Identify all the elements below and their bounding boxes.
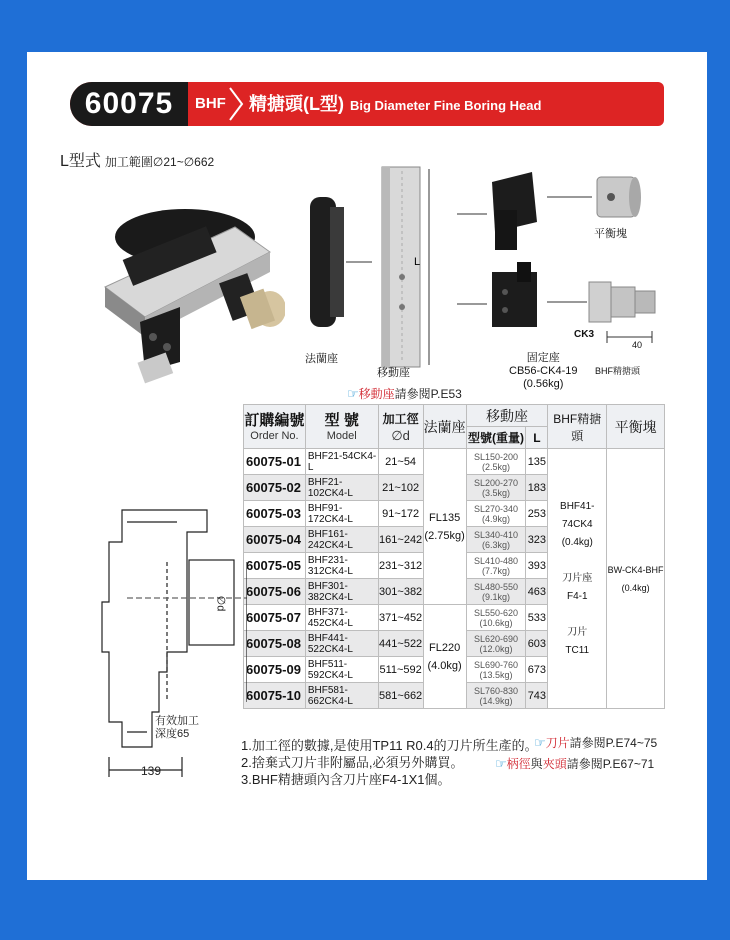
ck3-label: CK3: [574, 329, 595, 340]
note-3: 3.BHF精搪頭內含刀片座F4-1X1個。: [241, 772, 451, 787]
moving-seat-weight: (4.9kg): [481, 513, 510, 524]
fixed-seat-code: CB56-CK4-19: [509, 365, 578, 377]
order-cell: 60075-03: [244, 501, 306, 527]
head-head-w: (0.4kg): [561, 536, 593, 548]
ref-shank-mid: 與: [530, 757, 543, 771]
ref-shank[interactable]: [495, 755, 654, 772]
head-insert-holder: F4-1: [566, 590, 588, 602]
th-moving: 移動座: [466, 405, 548, 427]
model-cell: BHF161-242CK4-L: [305, 527, 378, 553]
th-model: 型 號 Model: [305, 405, 378, 449]
moving-seat-cell: [466, 631, 526, 657]
length-cell: 743: [526, 683, 548, 709]
th-moving-L: L: [526, 427, 548, 449]
balance-block-label: 平衡塊: [594, 228, 627, 240]
head-insert: TC11: [565, 644, 590, 656]
moving-seat-model: SL620-690: [473, 633, 519, 644]
moving-seat-model: SL340-410: [473, 529, 519, 540]
spec-table: [243, 404, 665, 709]
moving-seat-weight: (2.5kg): [481, 461, 510, 472]
length-cell: 533: [526, 605, 548, 631]
moving-seat-weight: (6.3kg): [481, 539, 510, 550]
model-cell: BHF511-592CK4-L: [305, 657, 378, 683]
ref-insert[interactable]: [534, 734, 657, 751]
subtitle: [60, 148, 214, 171]
spacer: [548, 552, 606, 570]
order-cell: 60075-07: [244, 605, 306, 631]
ref-moving-link[interactable]: 移動座: [358, 387, 395, 401]
moving-seat-cell: [466, 501, 526, 527]
moving-seat-cell: [466, 579, 526, 605]
catalog-number: 60075: [70, 82, 188, 126]
moving-seat-weight: (3.5kg): [481, 487, 510, 498]
moving-seat-model: SL410-480: [473, 555, 519, 566]
diameter-cell: 231~312: [378, 553, 423, 579]
moving-seat-cell: [466, 657, 526, 683]
diameter-cell: 371~452: [378, 605, 423, 631]
order-cell: 60075-09: [244, 657, 306, 683]
depth-label-top: 有效加工: [155, 715, 199, 727]
order-cell: 60075-08: [244, 631, 306, 657]
moving-seat-weight: (7.7kg): [481, 565, 510, 576]
balance-block-cell: [607, 449, 665, 709]
flange-weight: (4.0kg): [427, 659, 462, 672]
model-cell: BHF21-102CK4-L: [305, 475, 378, 501]
th-balance: 平衡塊: [607, 405, 665, 449]
dim-d-label: ∅d: [214, 595, 227, 612]
moving-seat-weight: (12.0kg): [479, 643, 513, 654]
moving-seat-label: 移動座: [377, 367, 410, 379]
pointing-hand-icon: ☞: [534, 735, 546, 750]
note-1: 1.加工徑的數據,是使用TP11 R0.4的刀片所生產的。: [241, 738, 538, 753]
subtitle-range: 加工範圍∅21~∅662: [104, 155, 215, 169]
fixed-seat-illustration: [457, 162, 547, 347]
diameter-cell: 161~242: [378, 527, 423, 553]
depth-label: [155, 715, 199, 741]
dimension-drawing: [97, 502, 247, 792]
model-cell: BHF371-452CK4-L: [305, 605, 378, 631]
moving-seat-cell: [466, 475, 526, 501]
page-title: [249, 82, 541, 126]
length-cell: 393: [526, 553, 548, 579]
length-cell: 135: [526, 449, 548, 475]
flange-cell: [423, 449, 466, 605]
fixed-seat-label: [509, 352, 577, 391]
moving-seat-model: SL550-620: [473, 607, 519, 618]
ref-shank-text: 請參閱P.E67~71: [566, 757, 655, 771]
head-insert-label: 刀片: [567, 626, 588, 638]
balance-balance-model: BW-CK4-BHF: [607, 564, 664, 575]
title-zh: 精搪頭(L型): [249, 94, 344, 114]
title-en: Big Diameter Fine Boring Head: [349, 98, 542, 113]
ref-shank-link1[interactable]: 柄徑: [506, 757, 531, 771]
fixed-seat-weight: (0.56kg): [523, 378, 564, 390]
length-cell: 183: [526, 475, 548, 501]
head-head-model: BHF41-74CK4: [560, 500, 595, 530]
flange-weight: (2.75kg): [424, 529, 465, 542]
ref-insert-text: 請參閱P.E74~75: [569, 736, 658, 750]
moving-seat-cell: [466, 527, 526, 553]
ref-moving-text: 請參閱P.E53: [394, 387, 462, 401]
moving-seat-weight: (10.6kg): [479, 617, 513, 628]
pointing-hand-icon: ☞: [495, 756, 507, 771]
diameter-cell: 301~382: [378, 579, 423, 605]
moving-seat-model: SL480-550: [473, 581, 519, 592]
model-cell: BHF231-312CK4-L: [305, 553, 378, 579]
moving-seat-weight: (13.5kg): [479, 669, 513, 680]
model-cell: BHF301-382CK4-L: [305, 579, 378, 605]
spacer: [548, 606, 606, 624]
boring-head-cell: [548, 449, 607, 709]
length-cell: 603: [526, 631, 548, 657]
moving-seat-cell: [466, 605, 526, 631]
svg-text:L: L: [414, 256, 421, 268]
subtitle-type: L型式: [60, 153, 101, 170]
length-cell: 673: [526, 657, 548, 683]
moving-seat-model: SL200-270: [473, 477, 519, 488]
th-diameter: 加工徑 ∅d: [378, 405, 423, 449]
fixed-seat-name: 固定座: [526, 352, 560, 364]
moving-seat-cell: [466, 683, 526, 709]
head-insert-holder-label: 刀片座: [562, 572, 593, 584]
diameter-cell: 91~172: [378, 501, 423, 527]
ref-shank-link2[interactable]: 夾頭: [542, 757, 567, 771]
moving-seat-cell: [466, 449, 526, 475]
catalog-page: [27, 52, 707, 880]
model-cell: BHF581-662CK4-L: [305, 683, 378, 709]
boring-head-label: BHF精搪頭: [595, 366, 641, 376]
note-2: 2.捨棄式刀片非附屬品,必須另外購買。: [241, 755, 464, 770]
th-moving-model: 型號(重量): [466, 427, 526, 449]
boring-head-photo: [85, 197, 285, 387]
pointing-hand-icon: ☞: [347, 386, 359, 401]
notes: [241, 737, 538, 788]
flange-model: FL220: [429, 641, 461, 654]
th-head: BHF精搪頭: [548, 405, 607, 449]
order-cell: 60075-05: [244, 553, 306, 579]
ref-insert-link[interactable]: 刀片: [545, 736, 570, 750]
ref-moving-seat[interactable]: [347, 385, 462, 402]
table-row: [244, 449, 665, 475]
moving-seat-weight: (9.1kg): [481, 591, 510, 602]
moving-seat-cell: [466, 553, 526, 579]
balance-balance-w: (0.4kg): [621, 582, 650, 593]
moving-seat-weight: (14.9kg): [479, 695, 513, 706]
flange-label: 法蘭座: [305, 353, 338, 365]
moving-seat-model: SL760-830: [473, 685, 519, 696]
depth-label-value: 深度65: [155, 728, 190, 740]
flange-model: FL135: [429, 511, 461, 524]
diameter-cell: 581~662: [378, 683, 423, 709]
dim-139-label: 139: [141, 764, 162, 778]
model-cell: BHF21-54CK4-L: [305, 449, 378, 475]
moving-seat-model: SL270-340: [473, 503, 519, 514]
order-cell: 60075-10: [244, 683, 306, 709]
diameter-cell: 441~522: [378, 631, 423, 657]
product-code: BHF: [195, 95, 226, 112]
model-cell: BHF91-172CK4-L: [305, 501, 378, 527]
diameter-cell: 511~592: [378, 657, 423, 683]
moving-seat-model: SL150-200: [473, 451, 519, 462]
order-cell: 60075-01: [244, 449, 306, 475]
diameter-cell: 21~54: [378, 449, 423, 475]
th-flange: 法蘭座: [423, 405, 466, 449]
diameter-cell: 21~102: [378, 475, 423, 501]
balance-block-and-boring-head: [547, 167, 667, 367]
length-cell: 463: [526, 579, 548, 605]
flange-cell: [423, 605, 466, 709]
length-cell: 323: [526, 527, 548, 553]
order-cell: 60075-06: [244, 579, 306, 605]
chevron-right-icon: [227, 86, 245, 122]
th-order: 訂購編號 Order No.: [244, 405, 306, 449]
moving-seat-model: SL690-760: [473, 659, 519, 670]
length-cell: 253: [526, 501, 548, 527]
order-cell: 60075-04: [244, 527, 306, 553]
model-cell: BHF441-522CK4-L: [305, 631, 378, 657]
order-cell: 60075-02: [244, 475, 306, 501]
dim-40-label: 40: [632, 340, 643, 350]
